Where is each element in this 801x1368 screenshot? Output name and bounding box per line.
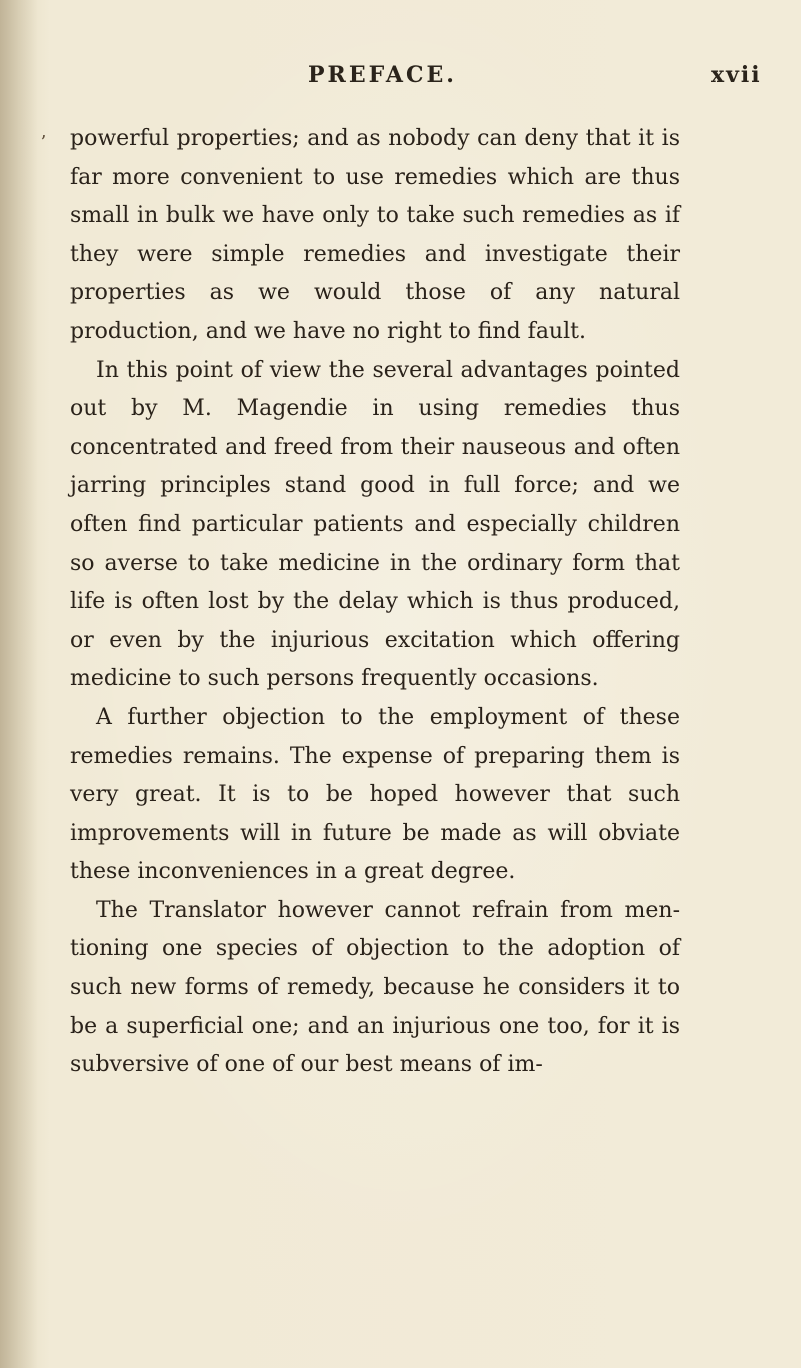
paragraph-1: powerful properties; and as nobody can deny that it is far more convenient to use remedies which are thus small in bulk we have only to take such remedies as if they were simple remedies and investigate their properties as we would those of any natural production, and we have no right to find fault. [70, 126, 680, 344]
paragraph-3: A further objection to the employment of these remedies remains. The expense of preparing them is very great. It is to be hoped however that such improvements will in future be made as will obviate these inconveniences in a great degree. [70, 704, 680, 885]
margin-mark: ʼ [40, 132, 46, 153]
running-header [0, 62, 801, 102]
page-binding-shadow [0, 0, 38, 1368]
paragraph-4: The Translator however cannot refrain from mentioning one species of objection to the adoption of such new forms of remedy, because he considers it to be a superficial one; and an injurious one too, for it is subversive of one of our best means of im- [70, 897, 680, 1078]
body-text [70, 120, 680, 1085]
header-title: PREFACE. [308, 62, 457, 88]
paragraph-2: In this point of view the several advantages pointed out by M. Magendie in using remedies thus concentrated and freed from their nauseous and often jarring principles stand good in full force; and we often find particular patients and especially children so averse to take medicine in the ordinary form that life is often lost by the delay which is thus produced, or even by the injurious excitation which offering medicine to such persons frequently occasions. [70, 357, 680, 692]
page-number: xvii [711, 62, 762, 88]
